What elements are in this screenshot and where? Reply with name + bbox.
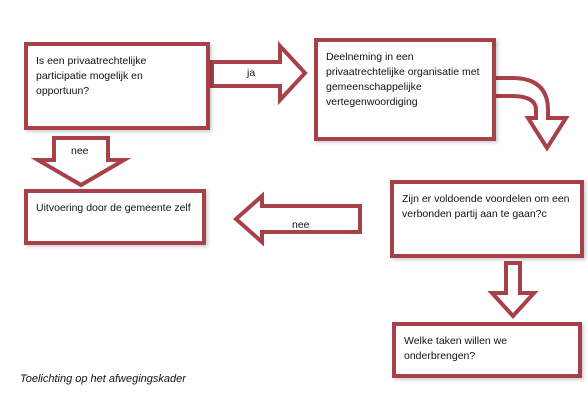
participation-box: [314, 38, 496, 141]
arrow-right-ja: [212, 46, 305, 100]
advantages-question-text: Zijn er voldoende voordelen om een verbonden partij aan te gaan?c: [402, 193, 570, 220]
municipality-text: Uitvoering door de gemeente zelf: [36, 202, 191, 214]
arrow-label-nee-left: nee: [292, 219, 310, 231]
tasks-text: Welke taken willen we onderbrengen?: [404, 335, 508, 362]
tasks-box: [392, 322, 582, 378]
advantages-question-box: [390, 180, 584, 258]
arrow-down-tasks: [492, 263, 534, 316]
arrow-label-nee-down: nee: [71, 145, 89, 157]
municipality-box: [24, 189, 206, 245]
participation-text: Deelneming in een privaatrechtelijke organisatie met gemeenschappelijke vertegenwoordiging: [326, 51, 480, 108]
arrow-label-ja: ja: [247, 67, 256, 79]
question-text: Is een privaatrechtelijke participatie mogelijk en opportuun?: [36, 55, 147, 97]
question-box-participation: [24, 42, 210, 130]
figure-caption: Toelichting op het afwegingskader: [20, 373, 186, 385]
